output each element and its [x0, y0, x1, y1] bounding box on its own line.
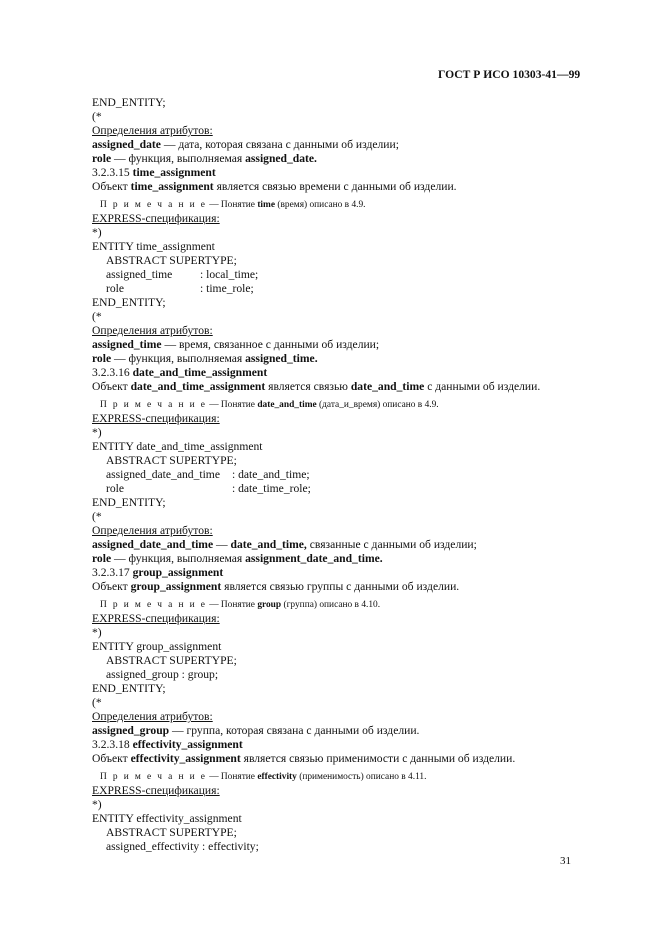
- attr-defs-heading: Определения атрибутов:: [92, 324, 213, 337]
- attribute-line: assigned_date_and_time : date_and_time;: [106, 468, 310, 481]
- def-role: role — функция, выполняемая assigned_date.: [92, 152, 317, 165]
- comment-close: *): [92, 626, 102, 639]
- def-attribute: assigned_time — время, связанное с данными об изделии;: [92, 338, 380, 351]
- page-number: 31: [560, 855, 571, 867]
- comment-close: *): [92, 426, 102, 439]
- attr-defs-heading: Определения атрибутов:: [92, 710, 213, 723]
- attribute-line: assigned_group : group;: [106, 668, 219, 681]
- page-header: ГОСТ Р ИСО 10303-41—99: [438, 68, 581, 81]
- entity-declaration: ENTITY group_assignment: [92, 640, 222, 653]
- comment-open: (*: [92, 310, 102, 323]
- comment-open: (*: [92, 510, 102, 523]
- section-description: Объект time_assignment является связью времени с данными об изделии.: [92, 180, 457, 193]
- entity-declaration: ENTITY time_assignment: [92, 240, 215, 253]
- section-heading: 3.2.3.18 effectivity_assignment: [92, 738, 243, 751]
- attribute-line: assigned_time : local_time;: [106, 268, 259, 281]
- def-role: role — функция, выполняемая assignment_date_and_time.: [92, 552, 383, 565]
- section-description: Объект group_assignment является связью группы с данными об изделии.: [92, 580, 460, 593]
- comment-close: *): [92, 226, 102, 239]
- def-attribute: assigned_date_and_time — date_and_time, связанные с данными об изделии;: [92, 538, 477, 551]
- def-assigned-date: assigned_date — дата, которая связана с данными об изделии;: [92, 138, 399, 151]
- note: П р и м е ч а н и е — Понятие effectivity (применимость) описано в 4.11.: [100, 772, 427, 782]
- section-heading: 3.2.3.15 time_assignment: [92, 166, 216, 179]
- attribute-line: assigned_effectivity : effectivity;: [106, 840, 259, 853]
- entity-declaration: ENTITY effectivity_assignment: [92, 812, 242, 825]
- attribute-line: role : time_role;: [106, 282, 254, 295]
- attr-defs-heading: Определения атрибутов:: [92, 124, 213, 137]
- end-entity: END_ENTITY;: [92, 496, 166, 509]
- abstract-supertype: ABSTRACT SUPERTYPE;: [106, 654, 237, 667]
- express-spec-heading: EXPRESS-спецификация:: [92, 784, 220, 797]
- def-attribute: assigned_group — группа, которая связана с данными об изделии.: [92, 724, 420, 737]
- section-description: Объект effectivity_assignment является связью применимости с данными об изделии.: [92, 752, 516, 765]
- abstract-supertype: ABSTRACT SUPERTYPE;: [106, 454, 237, 467]
- express-spec-heading: EXPRESS-спецификация:: [92, 412, 220, 425]
- section-heading: 3.2.3.17 group_assignment: [92, 566, 224, 579]
- comment-open: (*: [92, 696, 102, 709]
- entity-declaration: ENTITY date_and_time_assignment: [92, 440, 263, 453]
- attribute-line: role : date_time_role;: [106, 482, 311, 495]
- note: П р и м е ч а н и е — Понятие group (группа) описано в 4.10.: [100, 600, 381, 610]
- note: П р и м е ч а н и е — Понятие time (время) описано в 4.9.: [100, 200, 366, 210]
- attr-defs-heading: Определения атрибутов:: [92, 524, 213, 537]
- note: П р и м е ч а н и е — Понятие date_and_time (дата_и_время) описано в 4.9.: [100, 400, 439, 410]
- express-spec-heading: EXPRESS-спецификация:: [92, 212, 220, 225]
- abstract-supertype: ABSTRACT SUPERTYPE;: [106, 826, 237, 839]
- comment-close: *): [92, 798, 102, 811]
- express-spec-heading: EXPRESS-спецификация:: [92, 612, 220, 625]
- comment-open: (*: [92, 110, 102, 123]
- def-role: role — функция, выполняемая assigned_time.: [92, 352, 318, 365]
- end-entity: END_ENTITY;: [92, 682, 166, 695]
- abstract-supertype: ABSTRACT SUPERTYPE;: [106, 254, 237, 267]
- end-entity: END_ENTITY;: [92, 96, 166, 109]
- section-heading: 3.2.3.16 date_and_time_assignment: [92, 366, 268, 379]
- end-entity: END_ENTITY;: [92, 296, 166, 309]
- section-description: Объект date_and_time_assignment является связью date_and_time с данными об изделии.: [92, 380, 541, 393]
